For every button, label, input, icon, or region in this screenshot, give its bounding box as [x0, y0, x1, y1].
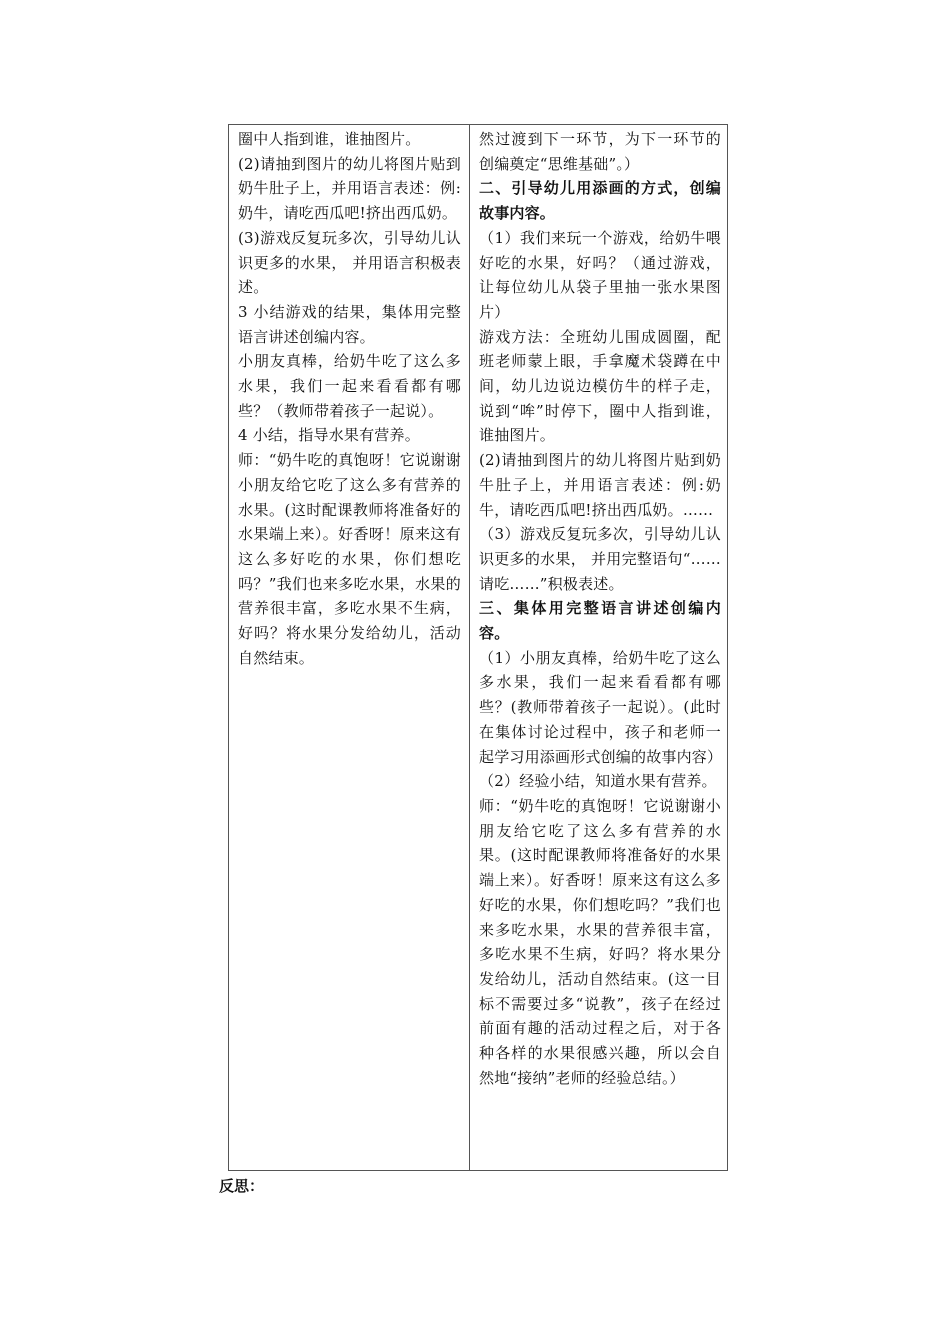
right-paragraph: （2）经验小结，知道水果有营养。 [479, 772, 717, 791]
left-paragraph: 4 小结，指导水果有营养。 [238, 426, 420, 445]
left-paragraph: 师：“奶牛吃的真饱呀！它说谢谢小朋友给它吃了这么多有营养的水果。(这时配课教师将准备好的水果端上来）。好香呀！原来这有这么多好吃的水果，你们想吃吗？”我们也来多吃水果，水果的营养很丰富，多吃水果不生病，好吗？将水果分发给幼儿，活动自然结束。 [238, 451, 461, 667]
left-paragraph: 3 小结游戏的结果，集体用完整语言讲述创编内容。 [238, 302, 461, 346]
section-heading: 三、集体用完整语言讲述创编内容。 [479, 599, 721, 643]
right-paragraph: 然过渡到下一环节，为下一环节的创编奠定“思维基础”。） [479, 130, 721, 173]
section-heading: 二、引导幼儿用添画的方式，创编故事内容。 [479, 179, 721, 223]
left-column [229, 125, 470, 1170]
left-paragraph: (3)游戏反复玩多次，引导幼儿认识更多的水果， 并用语言积极表述。 [238, 228, 461, 297]
left-paragraph: 小朋友真棒，给奶牛吃了这么多水果，我们一起来看看都有哪些？（教师带着孩子一起说）。 [238, 352, 461, 420]
right-paragraph: （1）我们来玩一个游戏，给奶牛喂好吃的水果，好吗？（通过游戏，让每位幼儿从袋子里抽一张水果图片） [479, 228, 721, 321]
left-paragraph: (2)请抽到图片的幼儿将图片贴到奶牛肚子上，并用语言表述：例:奶牛，请吃西瓜吧!挤出西瓜奶。 [238, 154, 461, 223]
right-paragraph: （3）游戏反复玩多次，引导幼儿认识更多的水果， 并用完整语句“……请吃……”积极表述。 [479, 525, 721, 593]
lesson-table [228, 124, 728, 1171]
right-paragraph: 师：“奶牛吃的真饱呀！它说谢谢小朋友给它吃了这么多有营养的水果。(这时配课教师将准备好的水果端上来）。好香呀！原来这有这么多好吃的水果，你们想吃吗？”我们也来多吃水果，水果的营养很丰富，多吃水果不生病，好吗？将水果分发给幼儿，活动自然结束。(这一目标不需要过多“说教”，孩子在经过前面有趣的活动过程之后，对于各种各样的水果很感兴趣，所以会自然地“接纳”老师的经验总结。） [479, 796, 721, 1087]
right-column [470, 125, 727, 1170]
right-paragraph: (2)请抽到图片的幼儿将图片贴到奶牛肚子上，并用语言表述：例:奶牛，请吃西瓜吧!挤出西瓜奶。…… [479, 451, 721, 519]
reflection-label: 反思： [219, 1177, 265, 1195]
right-paragraph: （1）小朋友真棒，给奶牛吃了这么多水果，我们一起来看看都有哪些？(教师带着孩子一起说）。(此时在集体讨论过程中，孩子和老师一起学习用添画形式创编的故事内容） [479, 648, 723, 766]
right-paragraph: 游戏方法：全班幼儿围成圆圈，配班老师蒙上眼，手拿魔术袋蹲在中间，幼儿边说边模仿牛的样子走，说到“哞”时停下，圈中人指到谁，谁抽图片。 [479, 327, 721, 445]
left-paragraph: 圈中人指到谁，谁抽图片。 [238, 130, 421, 148]
